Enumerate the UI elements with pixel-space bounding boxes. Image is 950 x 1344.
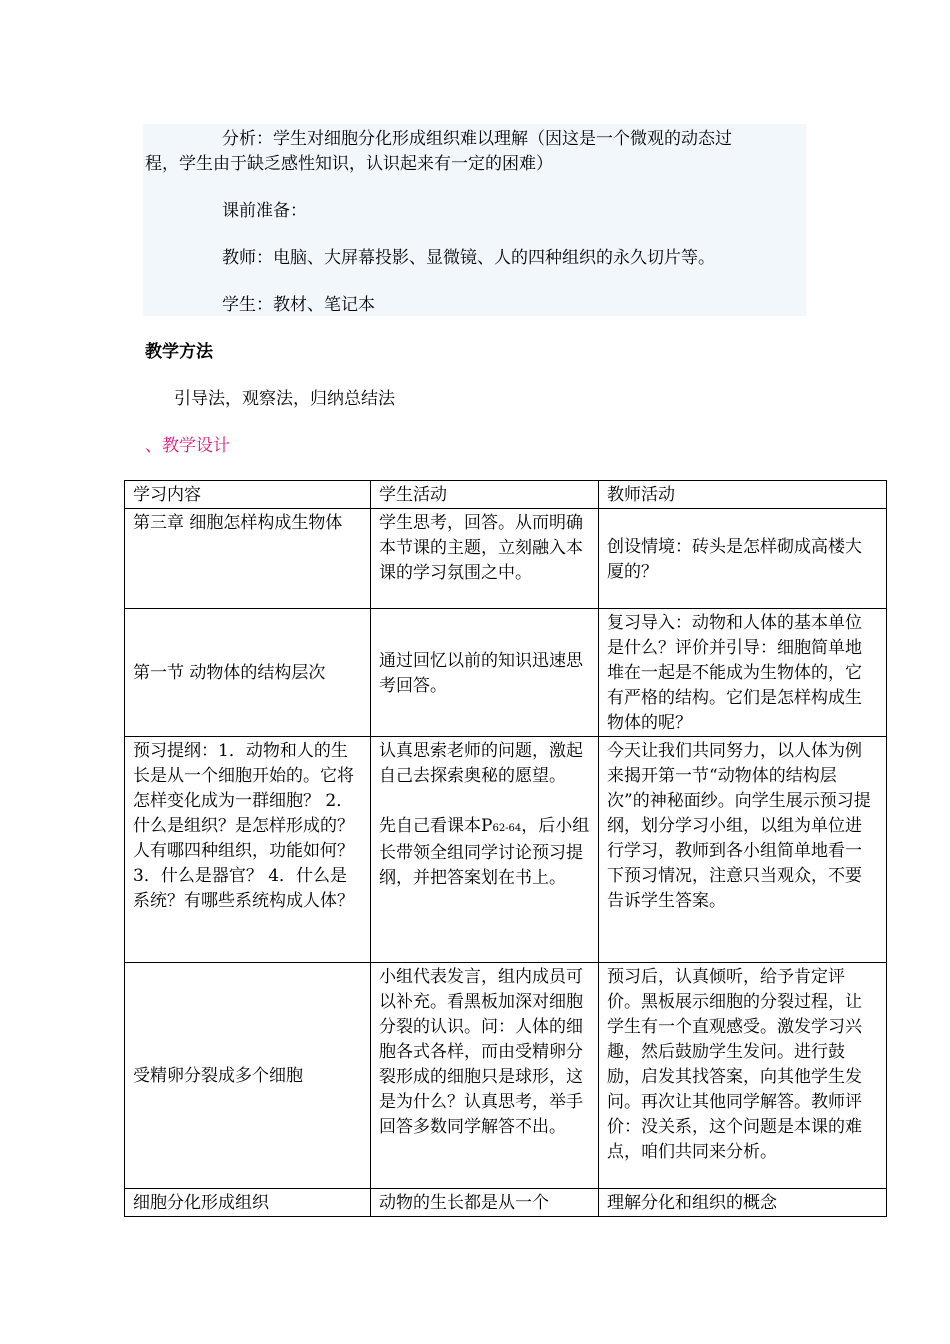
row-teacher: 创设情境：砖头是怎样砌成高楼大厦的？ — [599, 509, 887, 609]
row-content: 预习提纲：1．动物和人的生长是从一个细胞开始的。它将怎样变化成为一群细胞？ 2．什么是组织？是怎样形成的？人有哪四种组织，功能如何？ 3．什么是器官？ 4．什么是系统？有哪些系统构成人体？ — [125, 737, 371, 963]
analysis-line-1: 分析：学生对细胞分化形成组织难以理解（因这是一个微观的动态过 — [222, 129, 732, 149]
student-activity-a: 认真思索老师的问题，激起自己去探索奥秘的愿望。 — [379, 741, 583, 786]
row-teacher: 复习导入：动物和人体的基本单位是什么？评价并引导：细胞简单地堆在一起是不能成为生物体的，它有严格的结构。它们是怎样构成生物体的呢？ — [599, 609, 887, 737]
row-student: 小组代表发言，组内成员可以补充。看黑板加深对细胞分裂的认识。问：人体的细胞各式各样，而由受精卵分裂形成的细胞只是球形，这是为什么？认真思考，举手回答多数同学解答不出。 — [371, 963, 599, 1189]
row-content: 第三章 细胞怎样构成生物体 — [125, 509, 371, 609]
table-row — [125, 1189, 887, 1217]
table-row — [125, 737, 887, 963]
row-student — [371, 737, 599, 963]
header-content: 学习内容 — [125, 481, 371, 509]
design-heading: 、教学设计 — [145, 436, 230, 456]
methods-heading: 教学方法 — [145, 342, 213, 362]
row-content: 第一节 动物体的结构层次 — [125, 609, 371, 737]
teaching-design-table — [124, 480, 887, 1217]
row-teacher: 理解分化和组织的概念 — [599, 1189, 887, 1217]
prep-title: 课前准备： — [222, 201, 307, 221]
table-header-row — [125, 481, 887, 509]
row-teacher: 预习后，认真倾听，给予肯定评价。黑板展示细胞的分裂过程，让学生有一个直观感受。激发学习兴趣，然后鼓励学生发问。进行鼓励，启发其找答案，向其他学生发问。再次让其他同学解答。教师评价：没关系，这个问题是本课的难点，咱们共同来分析。 — [599, 963, 887, 1189]
header-student: 学生活动 — [371, 481, 599, 509]
row-content: 细胞分化形成组织 — [125, 1189, 371, 1217]
header-teacher: 教师活动 — [599, 481, 887, 509]
table-row — [125, 963, 887, 1189]
methods-text: 引导法，观察法，归纳总结法 — [174, 389, 395, 409]
analysis-line-2: 程，学生由于缺乏感性知识，认识起来有一定的困难） — [145, 154, 553, 174]
row-student: 动物的生长都是从一个 — [371, 1189, 599, 1217]
spacer — [379, 789, 590, 814]
table-row — [125, 509, 887, 609]
table-row — [125, 609, 887, 737]
student-activity-b: 先自己看课本P62-64，后小组长带领全组同学讨论预习提纲，并把答案划在书上。 — [379, 816, 590, 888]
row-student: 通过回忆以前的知识迅速思考回答。 — [371, 609, 599, 737]
prep-student: 学生：教材、笔记本 — [222, 295, 375, 315]
prep-teacher: 教师：电脑、大屏幕投影、显微镜、人的四种组织的永久切片等。 — [222, 248, 715, 268]
row-content: 受精卵分裂成多个细胞 — [125, 963, 371, 1189]
row-student: 学生思考，回答。从而明确本节课的主题，立刻融入本课的学习氛围之中。 — [371, 509, 599, 609]
row-teacher: 今天让我们共同努力，以人体为例来揭开第一节“动物体的结构层次”的神秘面纱。向学生展示预习提纲，划分学习小组，以组为单位进行学习，教师到各小组简单地看一下预习情况，注意只当观众，不要告诉学生答案。 — [599, 737, 887, 963]
